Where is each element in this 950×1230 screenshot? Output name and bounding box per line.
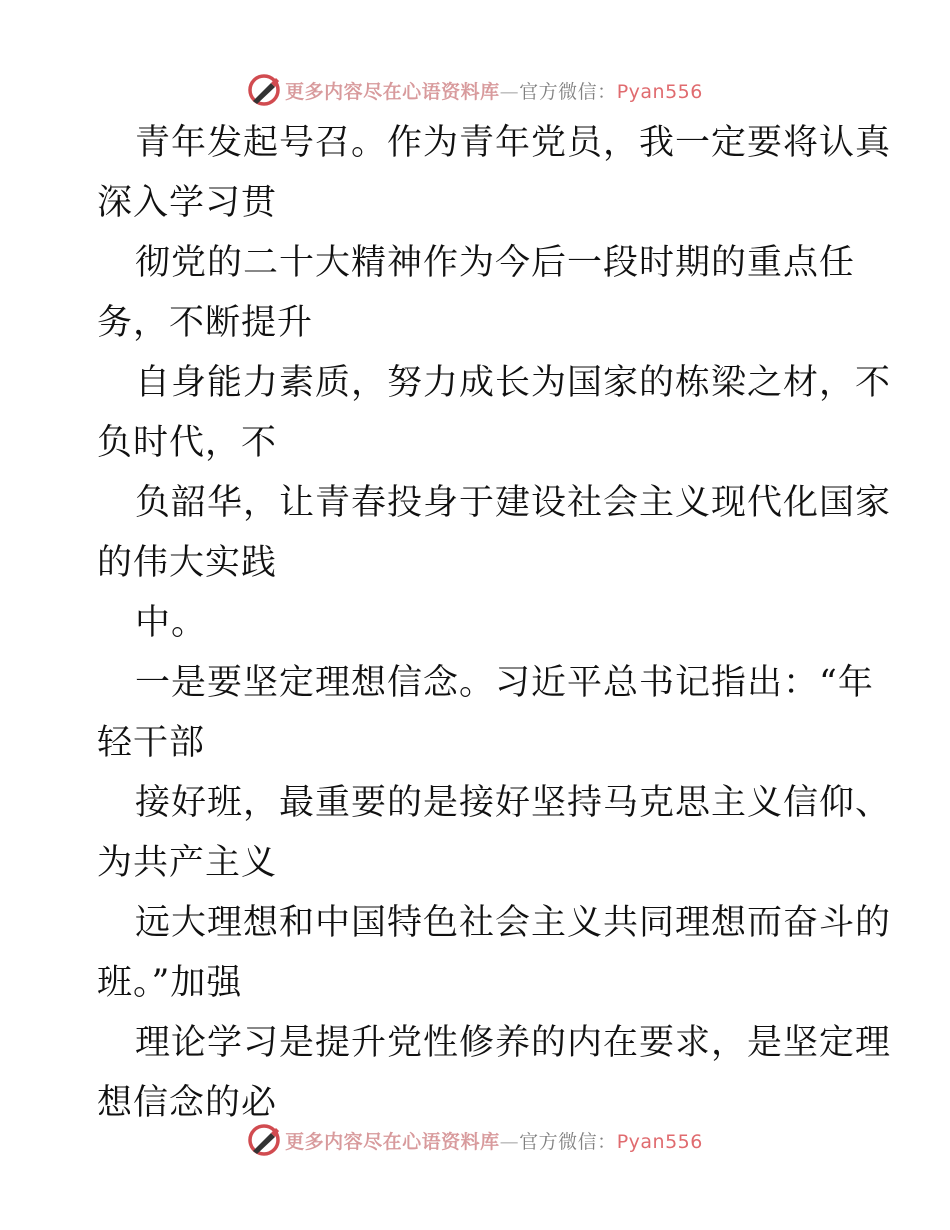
watermark-brand: 更多内容尽在心语资料库 <box>285 80 500 103</box>
text-line: 想信念的必 <box>97 1083 278 1123</box>
watermark-wechat-id: Pyan556 <box>616 80 703 103</box>
text-line: 彻党的二十大精神作为今后一段时期的重点任 <box>135 243 856 283</box>
text-line: 班。”加强 <box>97 963 243 1003</box>
text-line: 的伟大实践 <box>97 543 278 583</box>
text-line: 为共产主义 <box>97 843 278 883</box>
text-line: 理论学习是提升党性修养的内在要求，是坚定理 <box>135 1023 892 1063</box>
text-line: 轻干部 <box>97 723 206 763</box>
watermark-text <box>285 77 703 104</box>
text-line: 接好班，最重要的是接好坚持马克思主义信仰、 <box>135 783 892 823</box>
text-line: 深入学习贯 <box>97 183 278 223</box>
watermark-label: 官方微信： <box>519 80 617 103</box>
watermark-label: 官方微信： <box>519 1130 617 1153</box>
text-line: 中。 <box>135 603 208 643</box>
text-line: 务，不断提升 <box>97 303 314 343</box>
pen-logo-icon <box>247 1123 281 1157</box>
text-line: 一是要坚定理想信念。习近平总书记指出：“年 <box>135 663 874 703</box>
watermark-brand: 更多内容尽在心语资料库 <box>285 1130 500 1153</box>
watermark-text <box>285 1127 703 1154</box>
text-line: 负韶华，让青春投身于建设社会主义现代化国家 <box>135 483 892 523</box>
text-line: 远大理想和中国特色社会主义共同理想而奋斗的 <box>135 903 892 943</box>
pen-logo-icon <box>247 73 281 107</box>
text-line: 青年发起号召。作为青年党员，我一定要将认真 <box>135 123 892 163</box>
footer-watermark <box>0 1120 950 1160</box>
text-line: 自身能力素质，努力成长为国家的栋梁之材，不 <box>135 363 892 403</box>
watermark-dash: — <box>499 1130 520 1153</box>
header-watermark <box>0 70 950 110</box>
watermark-dash: — <box>499 80 520 103</box>
text-line: 负时代，不 <box>97 423 278 463</box>
watermark-wechat-id: Pyan556 <box>616 1130 703 1153</box>
